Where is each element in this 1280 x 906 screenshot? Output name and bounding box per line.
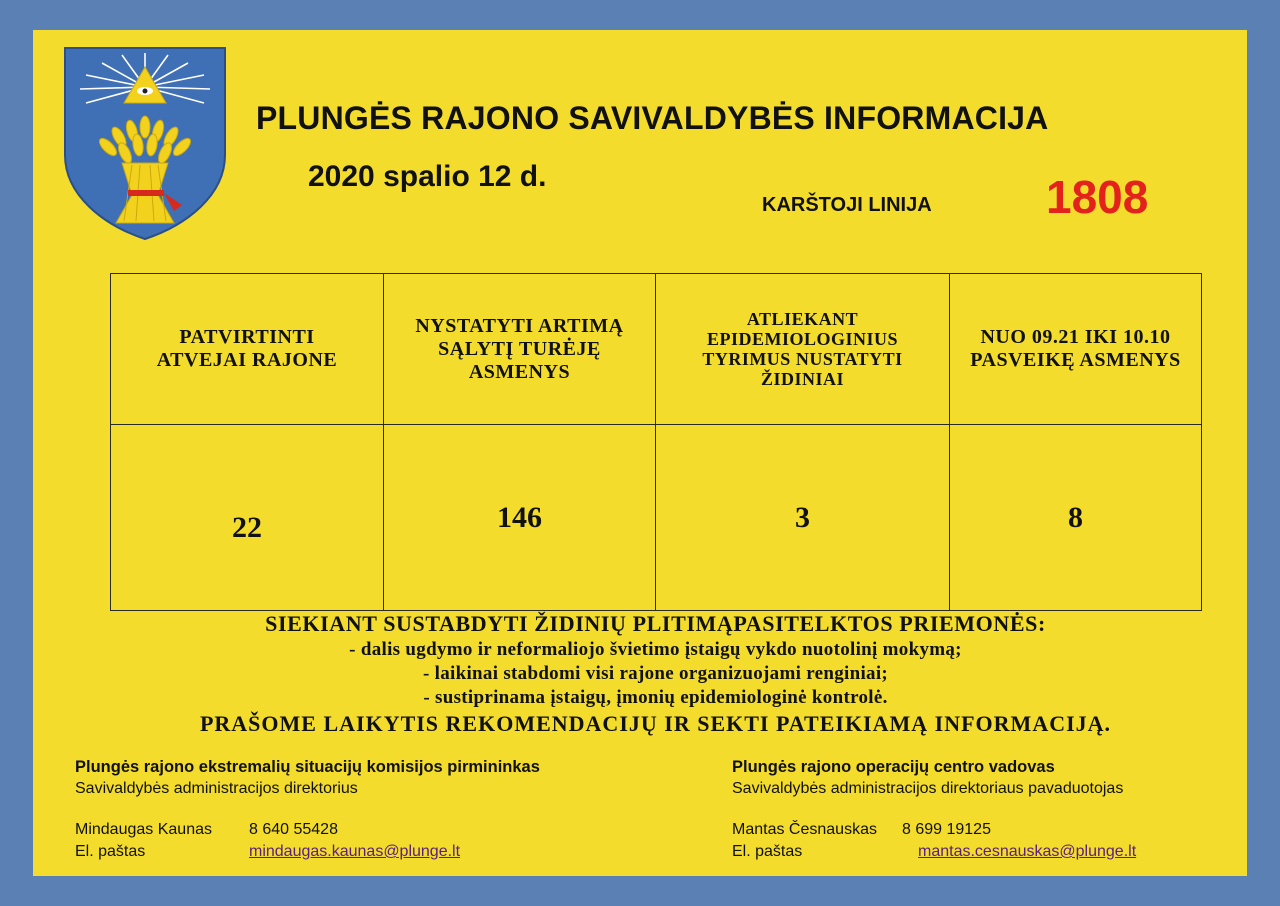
hotline-label: KARŠTOJI LINIJA (762, 194, 932, 216)
contact-name: Mindaugas Kaunas (75, 821, 212, 838)
contact-subtitle: Savivaldybės administracijos direktoriaus pavaduotojas (732, 780, 1124, 797)
contact-phone: 8 640 55428 (249, 821, 338, 838)
hotline-number: 1808 (1046, 171, 1149, 223)
measure-item: - laikinai stabdomi visi rajone organizuojami renginiai; (422, 663, 889, 684)
contact-title: Plungės rajono operacijų centro vadovas (732, 758, 1055, 776)
report-date: 2020 spalio 12 d. (308, 160, 547, 193)
coat-of-arms-icon (62, 45, 228, 241)
page-title: PLUNGĖS RAJONO SAVIVALDYBĖS INFORMACIJA (256, 100, 1049, 136)
measures-closing: PRAŠOME LAIKYTIS REKOMENDACIJŲ IR SEKTI PATEIKIAMĄ INFORMACIJĄ. (199, 711, 1112, 736)
header-confirmed-cases: PATVIRTINTI ATVEJAI RAJONE (111, 274, 384, 425)
value-confirmed-cases: 22 (111, 425, 384, 611)
contact-title: Plungės rajono ekstremalių situacijų komisijos pirmininkas (75, 758, 540, 776)
contact-email-label: El. paštas (732, 843, 803, 860)
header-recovered: NUO 09.21 IKI 10.10 PASVEIKĘ ASMENYS (950, 274, 1202, 425)
contact-subtitle: Savivaldybės administracijos direktorius (75, 780, 358, 797)
contact-commission-chair (75, 756, 715, 866)
statistics-table (110, 273, 1202, 611)
contact-operations-head (732, 756, 1232, 866)
contact-email-link[interactable]: mindaugas.kaunas@plunge.lt (249, 843, 461, 860)
measure-item: - sustiprinama įstaigų, įmonių epidemiologinė kontrolė. (423, 687, 888, 708)
value-recovered: 8 (950, 425, 1202, 611)
header-close-contacts: NYSTATYTI ARTIMĄ SĄLYTĮ TURĖJĘ ASMENYS (384, 274, 656, 425)
measures-section (110, 610, 1201, 738)
contact-email-link[interactable]: mantas.cesnauskas@plunge.lt (918, 843, 1137, 860)
contact-email-label: El. paštas (75, 843, 146, 860)
value-outbreaks: 3 (656, 425, 950, 611)
measure-item: - dalis ugdymo ir neformaliojo švietimo įstaigų vykdo nuotolinį mokymą; (349, 639, 962, 660)
statistics-value-row (111, 425, 1202, 611)
header-outbreaks: ATLIEKANT EPIDEMIOLOGINIUS TYRIMUS NUSTATYTI ŽIDINIAI (656, 274, 950, 425)
statistics-header-row (111, 274, 1202, 425)
value-close-contacts: 146 (384, 425, 656, 611)
measures-heading: SIEKIANT SUSTABDYTI ŽIDINIŲ PLITIMĄPASITELKTOS PRIEMONĖS: (265, 611, 1046, 636)
contact-phone: 8 699 19125 (902, 821, 991, 838)
contact-name: Mantas Česnauskas (732, 821, 877, 838)
